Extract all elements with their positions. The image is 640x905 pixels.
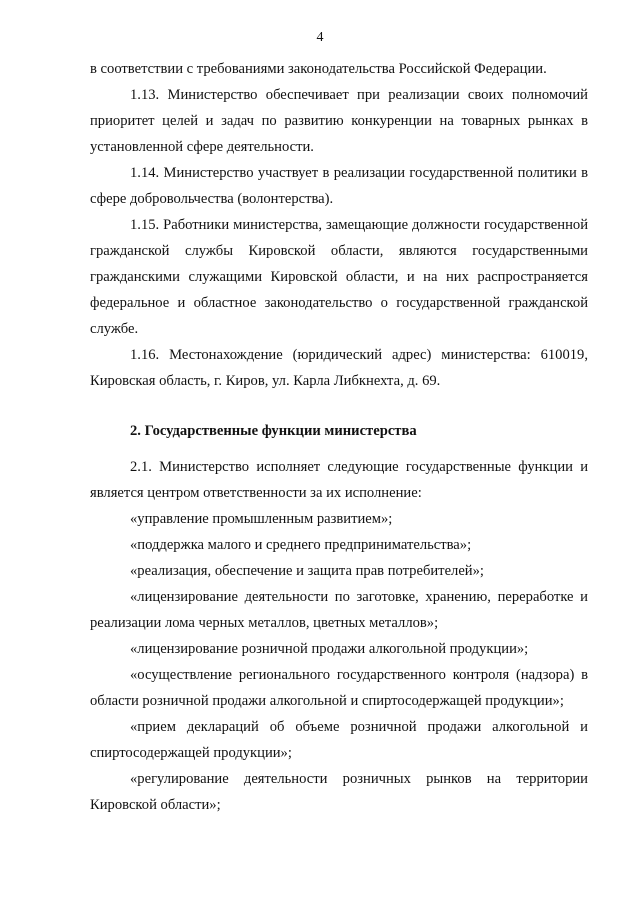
document-body <box>90 56 588 818</box>
function-item: «управление промышленным развитием»; <box>130 511 393 527</box>
function-item: «регулирование деятельности розничных рынков на территории Кировской области»; <box>90 771 588 813</box>
function-item: «прием деклараций об объеме розничной продажи алкогольной и спиртосодержащей продукции»; <box>90 719 588 761</box>
function-item: «осуществление регионального государственного контроля (надзора) в области розничной продажи алкогольной и спиртосодержащей продукции»; <box>90 667 588 709</box>
function-item: «лицензирование деятельности по заготовке, хранению, переработке и реализации лома черных металлов, цветных металлов»; <box>90 589 588 631</box>
page-number: 4 <box>316 30 324 45</box>
paragraph-1-14: 1.14. Министерство участвует в реализации государственной политики в сфере добровольчества (волонтерства). <box>90 165 588 207</box>
paragraph-continuation: в соответствии с требованиями законодательства Российской Федерации. <box>90 61 547 77</box>
section-heading: 2. Государственные функции министерства <box>130 423 417 439</box>
paragraph-1-15: 1.15. Работники министерства, замещающие должности государственной гражданской службы Кировской области, являются государственными гражданскими служащими Кировской области, и на них распространяется федеральное и областное законодательство о государственной гражданской службе. <box>90 217 588 337</box>
function-item: «лицензирование розничной продажи алкогольной продукции»; <box>130 641 529 657</box>
paragraph-1-13: 1.13. Министерство обеспечивает при реализации своих полномочий приоритет целей и задач по развитию конкуренции на товарных рынках в установленной сфере деятельности. <box>90 87 588 155</box>
function-item: «поддержка малого и среднего предпринимательства»; <box>130 537 472 553</box>
paragraph-1-16: 1.16. Местонахождение (юридический адрес) министерства: 610019, Кировская область, г. Киров, ул. Карла Либкнехта, д. 69. <box>90 347 588 389</box>
function-item: «реализация, обеспечение и защита прав потребителей»; <box>130 563 484 579</box>
paragraph-2-1: 2.1. Министерство исполняет следующие государственные функции и является центром ответственности за их исполнение: <box>90 459 588 501</box>
